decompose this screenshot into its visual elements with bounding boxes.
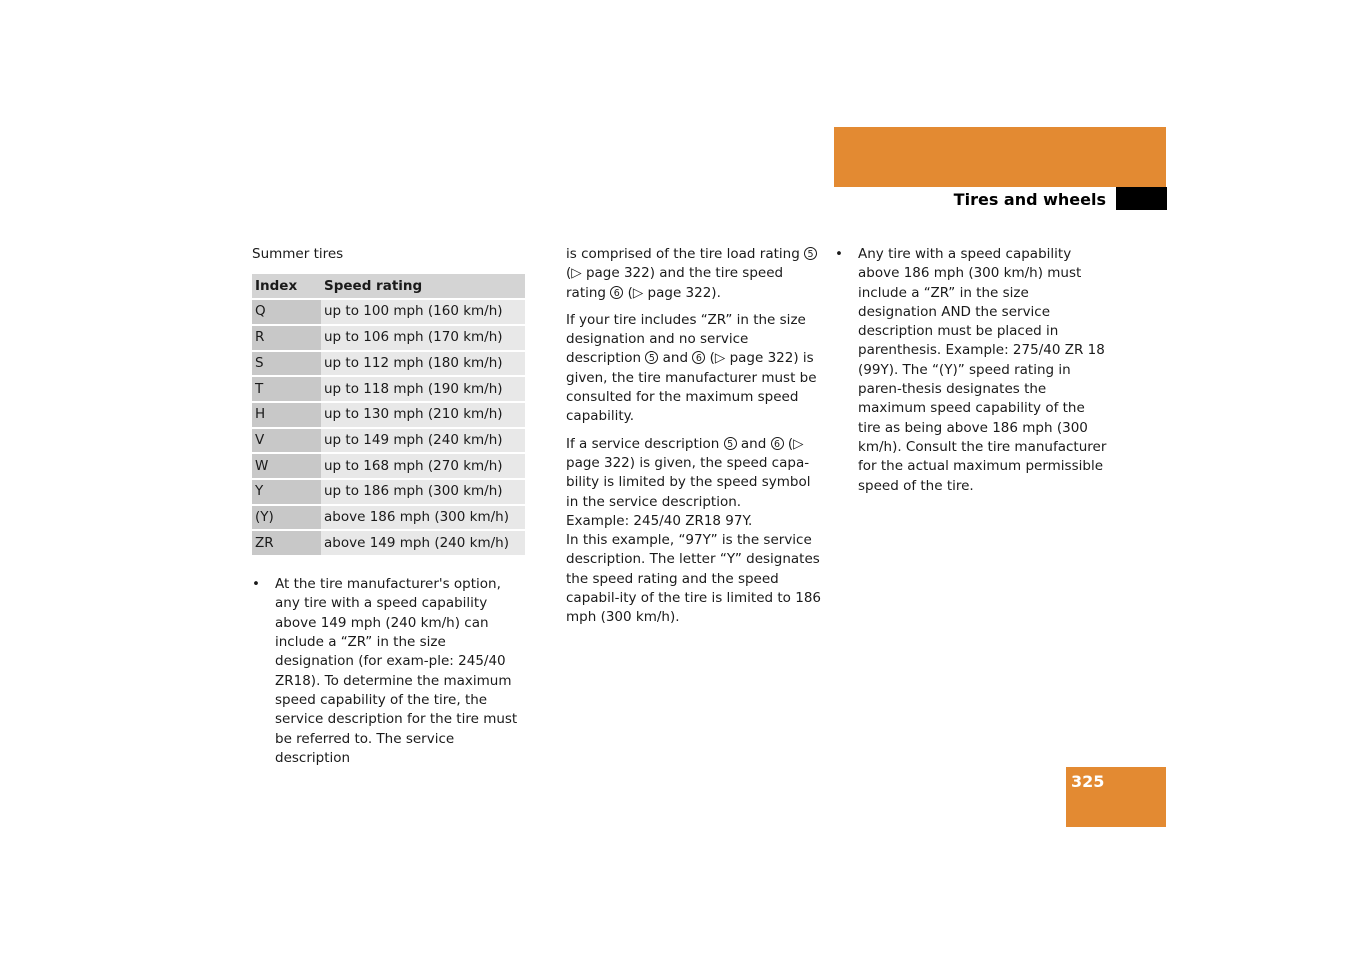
text-span: In this example, “97Y” is the service description. The letter “Y” designates the speed rating and the speed capabil-ity of the tire is limited to 186 mph (300 km/h). [566,532,821,626]
index-cell: V [252,428,321,454]
text-span: and [736,435,771,452]
speed-cell: up to 186 mph (300 km/h) [321,479,525,505]
table-row [252,351,525,377]
speed-rating-table [252,274,525,557]
table-header-row [252,274,525,299]
index-cell: S [252,351,321,377]
subsection-title: Tires and wheels [953,190,1106,209]
index-cell: Q [252,299,321,325]
index-cell: (Y) [252,505,321,531]
ref-5-icon: 5 [724,437,737,450]
text-span: (▷ page 322) is given, the tire manufacturer must be consulted for the maximum speed capability. [566,350,817,425]
column-1 [252,245,527,768]
index-cell: W [252,453,321,479]
speed-cell: up to 149 mph (240 km/h) [321,428,525,454]
speed-cell: up to 118 mph (190 km/h) [321,376,525,402]
speed-cell: up to 130 mph (210 km/h) [321,402,525,428]
table-row [252,453,525,479]
ref-5-icon: 5 [645,351,658,364]
index-cell: ZR [252,530,321,556]
table-row [252,505,525,531]
ref-6-icon: 6 [692,351,705,364]
table-row [252,428,525,454]
table-row [252,402,525,428]
ref-6-icon: 6 [610,286,623,299]
index-cell: Y [252,479,321,505]
table-row [252,530,525,556]
index-cell: T [252,376,321,402]
text-span: If a service description [566,435,724,452]
bullet-zr-option: • At the tire manufacturer's option, any tire with a speed capability above 149 mph (240 km/h) can include a “ZR” in the size designation (for exam-ple: 245/40 ZR18). To determine the maximum speed capability of the tire, the service description for the tire must be referred to. The service description [252,575,527,768]
section-title: Operation [1200,160,1291,179]
text-span: (▷ page 322). [623,284,721,301]
table-row [252,376,525,402]
table-heading: Summer tires [252,246,344,262]
paragraph-service-description [566,245,821,303]
bullet-zr-required: • Any tire with a speed capability above 186 mph (300 km/h) must include a “ZR” in the size designation AND the service description must be placed in parenthesis. Example: 275/40 ZR 18 (99Y). The “(Y)” speed rating in paren-thesis designates the maximum speed capability of the tire as being above 186 mph (300 km/h). Consult the tire manufacturer for the actual maximum permissible speed of the tire. [835,245,1107,496]
index-cell: H [252,402,321,428]
section-header-bar [834,127,1166,187]
paragraph-service-given [566,435,821,628]
speed-cell: up to 106 mph (170 km/h) [321,325,525,351]
table-row [252,325,525,351]
column-header-speed-rating: Speed rating [321,274,525,299]
speed-cell: above 149 mph (240 km/h) [321,530,525,556]
example-text: Example: 245/40 ZR18 97Y. [566,512,753,529]
ref-5-icon: 5 [804,247,817,260]
text-span: (▷ page 322) is given, the speed capa-bility is limited by the speed symbol in the service description. [566,435,811,510]
speed-cell: up to 168 mph (270 km/h) [321,453,525,479]
paragraph-zr-no-service [566,311,821,427]
speed-cell: up to 100 mph (160 km/h) [321,299,525,325]
text-span: and [658,350,693,367]
index-cell: R [252,325,321,351]
table-row [252,299,525,325]
speed-cell: above 186 mph (300 km/h) [321,505,525,531]
speed-cell: up to 112 mph (180 km/h) [321,351,525,377]
page-number: 325 [1071,772,1105,791]
text-span: (▷ page 322) and the tire speed rating [566,265,784,301]
column-3 [835,245,1107,496]
text-span: If your tire includes “ZR” in the size designation and no service description [566,311,806,367]
table-row [252,479,525,505]
column-header-index: Index [252,274,321,299]
ref-6-icon: 6 [771,437,784,450]
subsection-marker [1116,187,1167,210]
column-2 [566,245,821,636]
text-span: is comprised of the tire load rating [566,246,805,262]
